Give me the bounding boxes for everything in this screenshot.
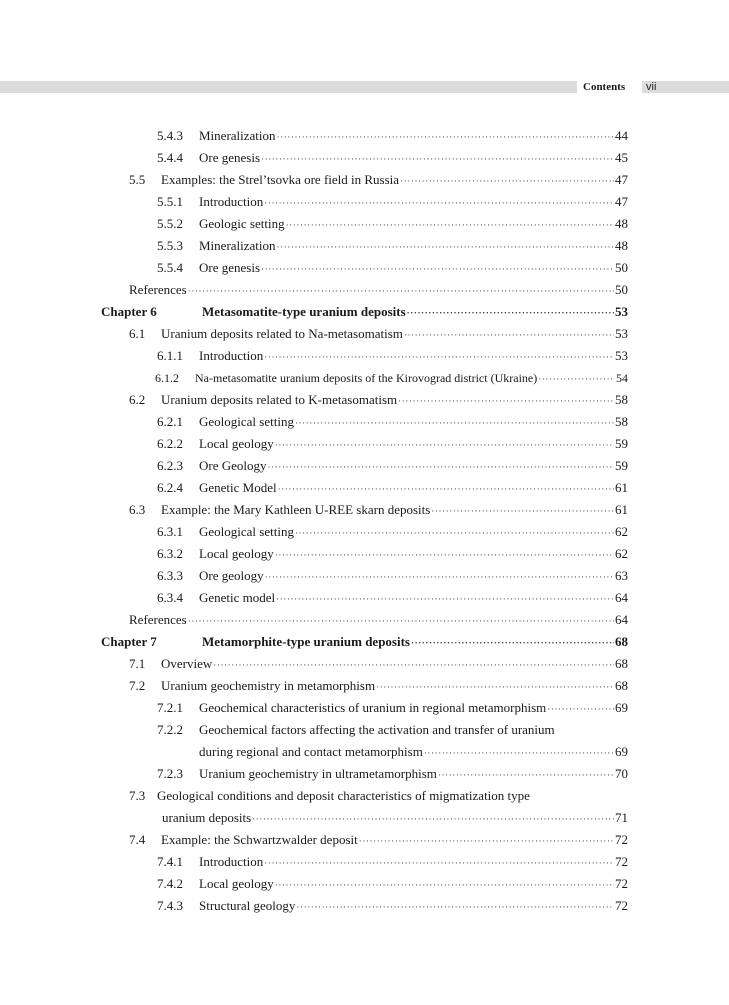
toc-entry-page: 68 xyxy=(615,634,628,649)
toc-entry-page: 58 xyxy=(615,392,628,407)
toc-entry-page: 69 xyxy=(615,700,628,715)
toc-entry-page: 50 xyxy=(615,260,628,275)
toc-entry[interactable] xyxy=(0,565,729,587)
toc-entry[interactable] xyxy=(0,741,729,763)
toc-entry[interactable] xyxy=(0,411,729,433)
toc-entry-page: 72 xyxy=(615,854,628,869)
toc-entry-title: Metamorphite-type uranium deposits xyxy=(202,634,410,649)
toc-entry-title: Introduction xyxy=(199,854,264,869)
toc-entry[interactable] xyxy=(0,785,729,807)
toc-entry[interactable] xyxy=(0,873,729,895)
running-header-title: Contents xyxy=(583,81,626,93)
dot-leader xyxy=(278,478,614,500)
toc-entry-number: 7.2.1 xyxy=(157,700,183,715)
toc-entry-title: References xyxy=(129,282,187,297)
toc-entry-title: Introduction xyxy=(199,348,264,363)
toc-entry-title: Ore genesis xyxy=(199,260,261,275)
toc-entry-number: 6.2.3 xyxy=(157,458,183,473)
toc-entry-page: 50 xyxy=(615,282,628,297)
toc-entry-page: 64 xyxy=(615,612,628,627)
toc-entry-title: during regional and contact metamorphism xyxy=(199,744,423,759)
toc-entry-page: 70 xyxy=(615,766,628,781)
toc-entry-title: Mineralization xyxy=(199,128,276,143)
toc-entry-page: 59 xyxy=(615,436,628,451)
toc-entry-number: 5.5.1 xyxy=(157,194,183,209)
toc-entry[interactable] xyxy=(0,851,729,873)
dot-leader xyxy=(188,280,614,302)
dot-leader xyxy=(277,126,614,148)
toc-entry-number: 7.4.1 xyxy=(157,854,183,869)
toc-entry-page: 61 xyxy=(615,502,628,517)
dot-leader xyxy=(431,500,614,522)
toc-entry-number: 6.3.4 xyxy=(157,590,183,605)
toc-entry-page: 53 xyxy=(615,326,628,341)
toc-entry-number: 7.4.2 xyxy=(157,876,183,891)
toc-entry-page: 45 xyxy=(615,150,628,165)
header-bar xyxy=(0,81,577,93)
toc-entry[interactable] xyxy=(0,389,729,411)
toc-entry[interactable] xyxy=(0,345,729,367)
toc-entry-title: Local geology xyxy=(199,436,274,451)
toc-entry-number: 7.4.3 xyxy=(157,898,183,913)
dot-leader xyxy=(264,346,614,368)
toc-entry-title: Geologic setting xyxy=(199,216,285,231)
toc-entry-title: Examples: the Strel’tsovka ore field in Russia xyxy=(161,172,400,187)
toc-entry[interactable] xyxy=(0,169,729,191)
toc-entry-page: 62 xyxy=(615,524,628,539)
toc-entry-title: Uranium geochemistry in metamorphism xyxy=(161,678,376,693)
toc-entry[interactable] xyxy=(0,807,729,829)
toc-entry-page: 53 xyxy=(615,348,628,363)
dot-leader xyxy=(424,742,614,764)
dot-leader xyxy=(276,588,614,610)
toc-entry-page: 58 xyxy=(615,414,628,429)
toc-entry-number: 5.4.4 xyxy=(157,150,183,165)
toc-entry-page: 72 xyxy=(615,898,628,913)
toc-entry[interactable] xyxy=(0,719,729,741)
dot-leader xyxy=(359,830,614,852)
toc-chapter-entry[interactable] xyxy=(0,631,729,653)
toc-entry-page: 68 xyxy=(615,678,628,693)
toc-entry[interactable] xyxy=(0,609,729,631)
toc-entry-page: 63 xyxy=(615,568,628,583)
toc-entry-number: 6.2.1 xyxy=(157,414,183,429)
page-number: vii xyxy=(646,81,657,93)
dot-leader xyxy=(188,610,614,632)
dot-leader xyxy=(411,632,614,654)
toc-entry-title: Mineralization xyxy=(199,238,276,253)
dot-leader xyxy=(295,412,614,434)
toc-entry-page: 53 xyxy=(615,304,628,319)
toc-entry-number: Chapter 6 xyxy=(101,304,157,319)
toc-entry-number: 5.5.2 xyxy=(157,216,183,231)
toc-entry-number: 6.2.2 xyxy=(157,436,183,451)
toc-entry-title: Geochemical factors affecting the activation and transfer of uranium xyxy=(199,722,555,737)
dot-leader xyxy=(264,852,614,874)
toc-entry-page: 59 xyxy=(615,458,628,473)
toc-entry[interactable] xyxy=(0,829,729,851)
toc-entry-title: Ore Geology xyxy=(199,458,267,473)
toc-entry-number: 6.3 xyxy=(129,502,146,517)
toc-entry[interactable] xyxy=(0,543,729,565)
dot-leader xyxy=(438,764,614,786)
toc-entry-number: Chapter 7 xyxy=(101,634,157,649)
toc-entry-number: 7.4 xyxy=(129,832,146,847)
toc-entry-number: 7.2.2 xyxy=(157,722,183,737)
toc-entry-page: 72 xyxy=(615,832,628,847)
toc-entry-number: 5.5.4 xyxy=(157,260,183,275)
toc-entry-page: 54 xyxy=(616,371,628,385)
toc-entry[interactable] xyxy=(0,763,729,785)
dot-leader xyxy=(286,214,614,236)
toc-entry-number: 6.3.2 xyxy=(157,546,183,561)
dot-leader xyxy=(277,236,614,258)
toc-entry-title: Example: the Schwartzwalder deposit xyxy=(161,832,358,847)
toc-entry-number: 7.2.3 xyxy=(157,766,183,781)
toc-entry-title: Uranium deposits related to Na-metasomatism xyxy=(161,326,403,341)
dot-leader xyxy=(213,654,614,676)
toc-entry[interactable] xyxy=(0,323,729,345)
toc-entry[interactable] xyxy=(0,521,729,543)
toc-entry-number: 6.3.3 xyxy=(157,568,183,583)
toc-entry-title: Metasomatite-type uranium deposits xyxy=(202,304,406,319)
toc-entry[interactable] xyxy=(0,653,729,675)
toc-entry-page: 71 xyxy=(615,810,628,825)
toc-entry-title: Geological conditions and deposit characteristics of migmatization type xyxy=(157,788,530,803)
toc-entry-number: 7.3 xyxy=(129,788,146,803)
toc-entry[interactable] xyxy=(0,257,729,279)
toc-entry[interactable] xyxy=(0,455,729,477)
dot-leader xyxy=(547,698,614,720)
toc-chapter-entry[interactable] xyxy=(0,301,729,323)
toc-entry[interactable] xyxy=(0,191,729,213)
toc-entry-title: References xyxy=(129,612,187,627)
toc-entry-title: Example: the Mary Kathleen U-REE skarn deposits xyxy=(161,502,431,517)
toc-entry-title: Geological setting xyxy=(199,414,294,429)
toc-entry-page: 61 xyxy=(615,480,628,495)
toc-entry[interactable] xyxy=(0,587,729,609)
dot-leader xyxy=(261,258,614,280)
toc-entry-title: Geological setting xyxy=(199,524,294,539)
dot-leader xyxy=(265,566,614,588)
toc-entry-title: uranium deposits xyxy=(162,810,252,825)
toc-entry-page: 48 xyxy=(615,216,628,231)
toc-entry-title: Uranium geochemistry in ultrametamorphism xyxy=(199,766,437,781)
toc-entry-number: 6.2.4 xyxy=(157,480,183,495)
toc-entry[interactable] xyxy=(0,675,729,697)
toc-entry-title: Ore genesis xyxy=(199,150,261,165)
toc-entry[interactable] xyxy=(0,147,729,169)
dot-leader xyxy=(268,456,614,478)
dot-leader xyxy=(376,676,614,698)
toc-entry-title: Local geology xyxy=(199,546,274,561)
toc-entry-page: 44 xyxy=(615,128,628,143)
dot-leader xyxy=(538,368,615,390)
toc-entry-page: 64 xyxy=(615,590,628,605)
toc-entry-page: 72 xyxy=(615,876,628,891)
toc-entry-number: 7.1 xyxy=(129,656,146,671)
toc-entry-title: Ore geology xyxy=(199,568,264,583)
dot-leader xyxy=(275,434,614,456)
dot-leader xyxy=(400,170,614,192)
toc-entry[interactable] xyxy=(0,433,729,455)
dot-leader xyxy=(407,302,614,324)
toc-entry[interactable] xyxy=(0,367,729,389)
dot-leader xyxy=(404,324,614,346)
toc-entry-title: Geochemical characteristics of uranium in regional metamorphism xyxy=(199,700,547,715)
toc-entry-title: Structural geology xyxy=(199,898,296,913)
toc-entry[interactable] xyxy=(0,895,729,917)
toc-entry-number: 5.4.3 xyxy=(157,128,183,143)
toc-entry-title: Na-metasomatite uranium deposits of the Kirovograd district (Ukraine) xyxy=(195,371,538,385)
toc-entry-page: 47 xyxy=(615,194,628,209)
toc-entry-title: Uranium deposits related to K-metasomatism xyxy=(161,392,398,407)
toc-entry-title: Introduction xyxy=(199,194,264,209)
toc-entry-number: 6.1 xyxy=(129,326,146,341)
toc-entry-title: Local geology xyxy=(199,876,274,891)
toc-entry-number: 6.2 xyxy=(129,392,146,407)
dot-leader xyxy=(252,808,614,830)
toc-entry-page: 68 xyxy=(615,656,628,671)
toc-entry[interactable] xyxy=(0,477,729,499)
toc-entry-page: 62 xyxy=(615,546,628,561)
toc-entry[interactable] xyxy=(0,697,729,719)
toc-entry-page: 48 xyxy=(615,238,628,253)
dot-leader xyxy=(261,148,614,170)
toc-entry[interactable] xyxy=(0,125,729,147)
toc-entry-page: 47 xyxy=(615,172,628,187)
toc-entry-number: 5.5.3 xyxy=(157,238,183,253)
toc-entry-page: 69 xyxy=(615,744,628,759)
toc-entry[interactable] xyxy=(0,279,729,301)
toc-entry[interactable] xyxy=(0,213,729,235)
dot-leader xyxy=(275,544,614,566)
dot-leader xyxy=(264,192,614,214)
toc-entry-number: 6.1.2 xyxy=(155,371,179,385)
dot-leader xyxy=(296,896,614,918)
dot-leader xyxy=(295,522,614,544)
dot-leader xyxy=(398,390,614,412)
toc-entry-number: 6.3.1 xyxy=(157,524,183,539)
toc-entry[interactable] xyxy=(0,499,729,521)
toc-entry-title: Overview xyxy=(161,656,213,671)
toc-entry-number: 6.1.1 xyxy=(157,348,183,363)
dot-leader xyxy=(275,874,614,896)
toc-entry-title: Genetic Model xyxy=(199,480,277,495)
toc-entry-title: Genetic model xyxy=(199,590,276,605)
toc-entry[interactable] xyxy=(0,235,729,257)
toc-entry-number: 5.5 xyxy=(129,172,146,187)
toc-entry-number: 7.2 xyxy=(129,678,146,693)
